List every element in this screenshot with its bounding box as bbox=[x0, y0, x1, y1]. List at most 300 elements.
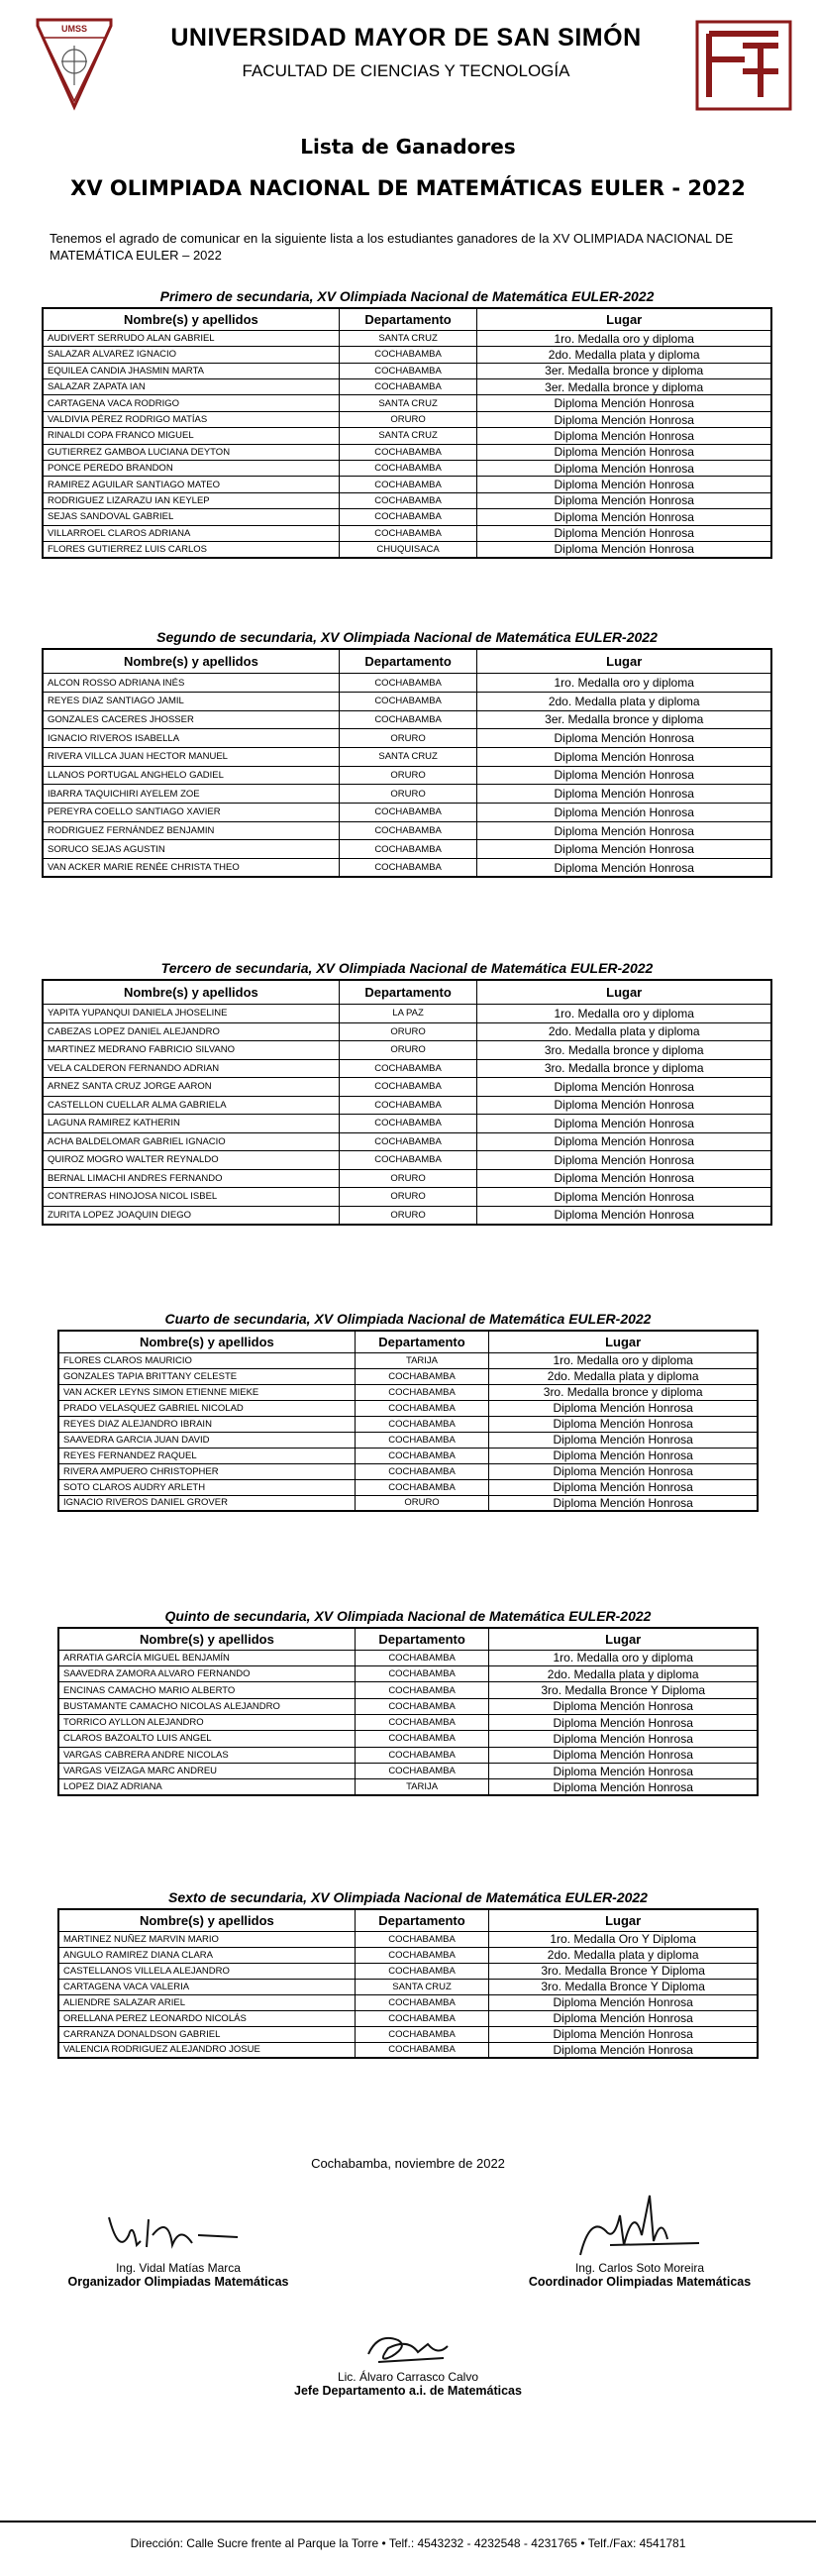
column-header-department: Departamento bbox=[355, 1628, 489, 1650]
place-cell: Diploma Mención Honrosa bbox=[489, 1463, 758, 1479]
column-header-name: Nombre(s) y apellidos bbox=[43, 649, 339, 674]
table-row bbox=[43, 1059, 771, 1078]
department-cell: ORURO bbox=[339, 1169, 477, 1188]
table-row bbox=[43, 1005, 771, 1023]
department-cell: ORURO bbox=[339, 411, 477, 427]
participant-name: YAPITA YUPANQUI DANIELA JHOSELINE bbox=[43, 1005, 339, 1023]
handwritten-signature bbox=[89, 2205, 267, 2261]
place-cell: Diploma Mención Honrosa bbox=[489, 1432, 758, 1448]
place-cell: Diploma Mención Honrosa bbox=[477, 859, 771, 878]
table-row bbox=[43, 674, 771, 693]
signatory-name: Ing. Carlos Soto Moreira bbox=[574, 2261, 705, 2275]
table-row bbox=[58, 1400, 758, 1416]
place-cell: 3ro. Medalla bronce y diploma bbox=[477, 1059, 771, 1078]
place-cell: Diploma Mención Honrosa bbox=[489, 2010, 758, 2026]
place-cell: Diploma Mención Honrosa bbox=[477, 525, 771, 541]
signature-block-organizer bbox=[30, 2205, 327, 2289]
place-cell: Diploma Mención Honrosa bbox=[477, 428, 771, 444]
place-cell: Diploma Mención Honrosa bbox=[489, 1495, 758, 1511]
signatory-name: Lic. Álvaro Carrasco Calvo bbox=[337, 2370, 479, 2384]
participant-name: GONZALES TAPIA BRITTANY CELESTE bbox=[58, 1368, 355, 1384]
department-cell: COCHABAMBA bbox=[339, 1132, 477, 1151]
department-cell: COCHABAMBA bbox=[355, 1731, 489, 1747]
table-row bbox=[43, 492, 771, 508]
signatory-role: Coordinador Olimpiadas Matemáticas bbox=[528, 2275, 752, 2289]
participant-name: MARTINEZ MEDRANO FABRICIO SILVANO bbox=[43, 1041, 339, 1060]
department-cell: SANTA CRUZ bbox=[339, 428, 477, 444]
table-row bbox=[43, 509, 771, 525]
department-cell: COCHABAMBA bbox=[355, 1479, 489, 1495]
place-cell: Diploma Mención Honrosa bbox=[477, 804, 771, 822]
department-cell: COCHABAMBA bbox=[355, 1650, 489, 1665]
winners-table bbox=[42, 307, 772, 559]
place-cell: 1ro. Medalla oro y diploma bbox=[477, 330, 771, 346]
results-section bbox=[42, 957, 772, 1226]
table-row bbox=[58, 1714, 758, 1730]
table-header-row bbox=[58, 1909, 758, 1931]
participant-name: RAMIREZ AGUILAR SANTIAGO MATEO bbox=[43, 477, 339, 492]
department-cell: COCHABAMBA bbox=[339, 492, 477, 508]
participant-name: PRADO VELASQUEZ GABRIEL NICOLAD bbox=[58, 1400, 355, 1416]
place-cell: Diploma Mención Honrosa bbox=[489, 1448, 758, 1463]
department-cell: COCHABAMBA bbox=[355, 1448, 489, 1463]
table-row bbox=[43, 379, 771, 395]
participant-name: RIVERA AMPUERO CHRISTOPHER bbox=[58, 1463, 355, 1479]
department-cell: COCHABAMBA bbox=[339, 477, 477, 492]
table-row bbox=[58, 1432, 758, 1448]
table-row bbox=[43, 444, 771, 460]
table-row bbox=[43, 1169, 771, 1188]
section-title: Cuarto de secundaria, XV Olimpiada Nacional de Matemática EULER-2022 bbox=[164, 1311, 652, 1327]
department-cell: COCHABAMBA bbox=[339, 804, 477, 822]
results-section bbox=[57, 1886, 759, 2059]
department-cell: SANTA CRUZ bbox=[339, 747, 477, 766]
participant-name: REYES DIAZ SANTIAGO JAMIL bbox=[43, 692, 339, 710]
winners-table bbox=[42, 979, 772, 1226]
column-header-name: Nombre(s) y apellidos bbox=[58, 1628, 355, 1650]
participant-name: ENCINAS CAMACHO MARIO ALBERTO bbox=[58, 1682, 355, 1698]
place-cell: Diploma Mención Honrosa bbox=[489, 1698, 758, 1714]
department-cell: ORURO bbox=[339, 766, 477, 785]
participant-name: VELA CALDERON FERNANDO ADRIAN bbox=[43, 1059, 339, 1078]
table-row bbox=[58, 1682, 758, 1698]
department-cell: COCHABAMBA bbox=[355, 1400, 489, 1416]
participant-name: FLORES GUTIERREZ LUIS CARLOS bbox=[43, 541, 339, 557]
department-cell: ORURO bbox=[355, 1495, 489, 1511]
column-header-place: Lugar bbox=[489, 1331, 758, 1352]
column-header-place: Lugar bbox=[477, 649, 771, 674]
place-cell: Diploma Mención Honrosa bbox=[477, 729, 771, 748]
department-cell: ORURO bbox=[339, 1206, 477, 1225]
participant-name: GUTIERREZ GAMBOA LUCIANA DEYTON bbox=[43, 444, 339, 460]
table-row bbox=[43, 541, 771, 557]
participant-name: AUDIVERT SERRUDO ALAN GABRIEL bbox=[43, 330, 339, 346]
results-section bbox=[57, 1308, 759, 1512]
department-cell: COCHABAMBA bbox=[339, 821, 477, 840]
table-row bbox=[43, 859, 771, 878]
place-cell: Diploma Mención Honrosa bbox=[477, 411, 771, 427]
place-cell: 3ro. Medalla Bronce Y Diploma bbox=[489, 1979, 758, 1994]
table-row bbox=[43, 710, 771, 729]
participant-name: ACHA BALDELOMAR GABRIEL IGNACIO bbox=[43, 1132, 339, 1151]
table-row bbox=[58, 1666, 758, 1682]
place-cell: 2do. Medalla plata y diploma bbox=[489, 1947, 758, 1963]
department-cell: SANTA CRUZ bbox=[339, 330, 477, 346]
table-row bbox=[58, 2026, 758, 2042]
event-title: XV OLIMPIADA NACIONAL DE MATEMÁTICAS EULER - 2022 bbox=[70, 176, 746, 200]
place-cell: Diploma Mención Honrosa bbox=[477, 766, 771, 785]
column-header-department: Departamento bbox=[339, 308, 477, 330]
place-cell: Diploma Mención Honrosa bbox=[477, 541, 771, 557]
table-row bbox=[58, 1463, 758, 1479]
participant-name: ALIENDRE SALAZAR ARIEL bbox=[58, 1994, 355, 2010]
participant-name: CARTAGENA VACA VALERIA bbox=[58, 1979, 355, 1994]
participant-name: BUSTAMANTE CAMACHO NICOLAS ALEJANDRO bbox=[58, 1698, 355, 1714]
place-cell: 1ro. Medalla oro y diploma bbox=[477, 1005, 771, 1023]
participant-name: PEREYRA COELLO SANTIAGO XAVIER bbox=[43, 804, 339, 822]
place-cell: 2do. Medalla plata y diploma bbox=[477, 347, 771, 363]
department-cell: COCHABAMBA bbox=[339, 859, 477, 878]
table-row bbox=[43, 1151, 771, 1170]
department-cell: ORURO bbox=[339, 1188, 477, 1207]
table-row bbox=[58, 1979, 758, 1994]
participant-name: RINALDI COPA FRANCO MIGUEL bbox=[43, 428, 339, 444]
department-cell: COCHABAMBA bbox=[339, 1059, 477, 1078]
logo-text: UMSS bbox=[60, 24, 88, 34]
participant-name: VILLARROEL CLAROS ADRIANA bbox=[43, 525, 339, 541]
participant-name: VAN ACKER MARIE RENÉE CHRISTA THEO bbox=[43, 859, 339, 878]
place-cell: 2do. Medalla plata y diploma bbox=[489, 1368, 758, 1384]
table-row bbox=[58, 1779, 758, 1795]
table-row bbox=[58, 1947, 758, 1963]
place-cell: 1ro. Medalla Oro Y Diploma bbox=[489, 1931, 758, 1947]
winners-table bbox=[57, 1908, 759, 2059]
table-row bbox=[43, 1206, 771, 1225]
department-cell: COCHABAMBA bbox=[355, 1682, 489, 1698]
table-row bbox=[43, 1078, 771, 1097]
participant-name: CABEZAS LOPEZ DANIEL ALEJANDRO bbox=[43, 1022, 339, 1041]
participant-name: CASTELLANOS VILLELA ALEJANDRO bbox=[58, 1963, 355, 1979]
table-row bbox=[43, 395, 771, 411]
table-row bbox=[58, 1698, 758, 1714]
place-cell: Diploma Mención Honrosa bbox=[477, 1078, 771, 1097]
department-cell: COCHABAMBA bbox=[355, 1416, 489, 1432]
department-cell: COCHABAMBA bbox=[355, 1368, 489, 1384]
department-cell: COCHABAMBA bbox=[355, 1931, 489, 1947]
column-header-department: Departamento bbox=[339, 649, 477, 674]
place-cell: 2do. Medalla plata y diploma bbox=[489, 1666, 758, 1682]
department-cell: COCHABAMBA bbox=[355, 2010, 489, 2026]
department-cell: COCHABAMBA bbox=[339, 1115, 477, 1133]
table-row bbox=[43, 821, 771, 840]
table-row bbox=[43, 477, 771, 492]
place-cell: Diploma Mención Honrosa bbox=[477, 1188, 771, 1207]
table-header-row bbox=[43, 308, 771, 330]
list-title: Lista de Ganadores bbox=[300, 135, 516, 159]
participant-name: SEJAS SANDOVAL GABRIEL bbox=[43, 509, 339, 525]
participant-name: CONTRERAS HINOJOSA NICOL ISBEL bbox=[43, 1188, 339, 1207]
column-header-name: Nombre(s) y apellidos bbox=[58, 1909, 355, 1931]
place-cell: Diploma Mención Honrosa bbox=[489, 2026, 758, 2042]
participant-name: CASTELLON CUELLAR ALMA GABRIELA bbox=[43, 1096, 339, 1115]
participant-name: RIVERA VILLCA JUAN HECTOR MANUEL bbox=[43, 747, 339, 766]
department-cell: SANTA CRUZ bbox=[339, 395, 477, 411]
place-cell: Diploma Mención Honrosa bbox=[489, 1400, 758, 1416]
participant-name: GONZALES CACERES JHOSSER bbox=[43, 710, 339, 729]
participant-name: RODRIGUEZ LIZARAZU IAN KEYLEP bbox=[43, 492, 339, 508]
department-cell: COCHABAMBA bbox=[339, 525, 477, 541]
participant-name: SOTO CLAROS AUDRY ARLETH bbox=[58, 1479, 355, 1495]
participant-name: LLANOS PORTUGAL ANGHELO GADIEL bbox=[43, 766, 339, 785]
participant-name: ANGULO RAMIREZ DIANA CLARA bbox=[58, 1947, 355, 1963]
closing-date: Cochabamba, noviembre de 2022 bbox=[311, 2156, 505, 2171]
letterhead bbox=[0, 0, 816, 119]
table-row bbox=[43, 330, 771, 346]
column-header-place: Lugar bbox=[489, 1628, 758, 1650]
participant-name: ZURITA LOPEZ JOAQUIN DIEGO bbox=[43, 1206, 339, 1225]
table-header-row bbox=[43, 649, 771, 674]
place-cell: Diploma Mención Honrosa bbox=[489, 1779, 758, 1795]
department-cell: COCHABAMBA bbox=[339, 1078, 477, 1097]
table-row bbox=[43, 804, 771, 822]
place-cell: Diploma Mención Honrosa bbox=[477, 1206, 771, 1225]
department-cell: ORURO bbox=[339, 729, 477, 748]
results-section bbox=[42, 626, 772, 878]
table-row bbox=[58, 1994, 758, 2010]
participant-name: RODRIGUEZ FERNÁNDEZ BENJAMIN bbox=[43, 821, 339, 840]
winners-table bbox=[42, 648, 772, 878]
participant-name: ARNEZ SANTA CRUZ JORGE AARON bbox=[43, 1078, 339, 1097]
column-header-department: Departamento bbox=[355, 1331, 489, 1352]
department-cell: COCHABAMBA bbox=[355, 1947, 489, 1963]
table-row bbox=[58, 1495, 758, 1511]
place-cell: Diploma Mención Honrosa bbox=[489, 1479, 758, 1495]
table-row bbox=[58, 1448, 758, 1463]
place-cell: Diploma Mención Honrosa bbox=[477, 747, 771, 766]
participant-name: CARRANZA DONALDSON GABRIEL bbox=[58, 2026, 355, 2042]
participant-name: ORELLANA PEREZ LEONARDO NICOLÁS bbox=[58, 2010, 355, 2026]
department-cell: COCHABAMBA bbox=[355, 2026, 489, 2042]
participant-name: REYES DIAZ ALEJANDRO IBRAIN bbox=[58, 1416, 355, 1432]
participant-name: SALAZAR ZAPATA IAN bbox=[43, 379, 339, 395]
participant-name: VARGAS VEIZAGA MARC ANDREU bbox=[58, 1763, 355, 1778]
place-cell: 2do. Medalla plata y diploma bbox=[477, 1022, 771, 1041]
participant-name: LAGUNA RAMIREZ KATHERIN bbox=[43, 1115, 339, 1133]
table-row bbox=[43, 692, 771, 710]
participant-name: VAN ACKER LEYNS SIMON ETIENNE MIEKE bbox=[58, 1384, 355, 1400]
column-header-place: Lugar bbox=[477, 308, 771, 330]
participant-name: VALENCIA RODRIGUEZ ALEJANDRO JOSUE bbox=[58, 2042, 355, 2058]
department-cell: COCHABAMBA bbox=[339, 1151, 477, 1170]
place-cell: Diploma Mención Honrosa bbox=[477, 509, 771, 525]
table-row bbox=[43, 1041, 771, 1060]
participant-name: IBARRA TAQUICHIRI AYELEM ZOE bbox=[43, 785, 339, 804]
participant-name: VARGAS CABRERA ANDRE NICOLAS bbox=[58, 1747, 355, 1763]
place-cell: Diploma Mención Honrosa bbox=[489, 1714, 758, 1730]
participant-name: CARTAGENA VACA RODRIGO bbox=[43, 395, 339, 411]
place-cell: 3ro. Medalla Bronce Y Diploma bbox=[489, 1682, 758, 1698]
winners-table bbox=[57, 1627, 759, 1796]
department-cell: COCHABAMBA bbox=[339, 692, 477, 710]
place-cell: Diploma Mención Honrosa bbox=[489, 1747, 758, 1763]
participant-name: SALAZAR ALVAREZ IGNACIO bbox=[43, 347, 339, 363]
footer-divider bbox=[0, 2521, 816, 2522]
section-title: Segundo de secundaria, XV Olimpiada Nacional de Matemática EULER-2022 bbox=[156, 629, 658, 645]
place-cell: 3ro. Medalla Bronce Y Diploma bbox=[489, 1963, 758, 1979]
department-cell: COCHABAMBA bbox=[339, 840, 477, 859]
column-header-department: Departamento bbox=[339, 980, 477, 1005]
department-cell: COCHABAMBA bbox=[339, 674, 477, 693]
department-cell: LA PAZ bbox=[339, 1005, 477, 1023]
place-cell: Diploma Mención Honrosa bbox=[477, 395, 771, 411]
place-cell: 2do. Medalla plata y diploma bbox=[477, 692, 771, 710]
table-row bbox=[58, 1931, 758, 1947]
department-cell: SANTA CRUZ bbox=[355, 1979, 489, 1994]
participant-name: SORUCO SEJAS AGUSTIN bbox=[43, 840, 339, 859]
participant-name: SAAVEDRA ZAMORA ALVARO FERNANDO bbox=[58, 1666, 355, 1682]
department-cell: COCHABAMBA bbox=[355, 1463, 489, 1479]
section-title: Primero de secundaria, XV Olimpiada Nacional de Matemática EULER-2022 bbox=[159, 288, 655, 304]
table-row bbox=[58, 1731, 758, 1747]
handwritten-signature bbox=[349, 2324, 467, 2370]
place-cell: 3ro. Medalla bronce y diploma bbox=[489, 1384, 758, 1400]
winners-table bbox=[57, 1330, 759, 1512]
table-row bbox=[43, 428, 771, 444]
table-row bbox=[58, 1384, 758, 1400]
table-row bbox=[43, 766, 771, 785]
table-row bbox=[43, 785, 771, 804]
signature-block-head bbox=[230, 2324, 586, 2398]
table-row bbox=[43, 363, 771, 378]
column-header-name: Nombre(s) y apellidos bbox=[58, 1331, 355, 1352]
department-cell: COCHABAMBA bbox=[355, 1747, 489, 1763]
participant-name: MARTINEZ NUÑEZ MARVIN MARIO bbox=[58, 1931, 355, 1947]
department-cell: ORURO bbox=[339, 785, 477, 804]
department-cell: COCHABAMBA bbox=[339, 363, 477, 378]
table-row bbox=[43, 1188, 771, 1207]
place-cell: Diploma Mención Honrosa bbox=[477, 1151, 771, 1170]
participant-name: ARRATIA GARCÍA MIGUEL BENJAMÍN bbox=[58, 1650, 355, 1665]
table-row bbox=[43, 1096, 771, 1115]
place-cell: Diploma Mención Honrosa bbox=[489, 1731, 758, 1747]
column-header-name: Nombre(s) y apellidos bbox=[43, 980, 339, 1005]
place-cell: Diploma Mención Honrosa bbox=[477, 461, 771, 477]
department-cell: COCHABAMBA bbox=[355, 1763, 489, 1778]
place-cell: 3er. Medalla bronce y diploma bbox=[477, 379, 771, 395]
table-row bbox=[43, 461, 771, 477]
place-cell: Diploma Mención Honrosa bbox=[477, 840, 771, 859]
participant-name: IGNACIO RIVEROS ISABELLA bbox=[43, 729, 339, 748]
participant-name: VALDIVIA PÉREZ RODRIGO MATÍAS bbox=[43, 411, 339, 427]
department-cell: COCHABAMBA bbox=[339, 379, 477, 395]
handwritten-signature bbox=[551, 2186, 729, 2261]
table-row bbox=[43, 729, 771, 748]
department-cell: COCHABAMBA bbox=[355, 1666, 489, 1682]
table-row bbox=[43, 1022, 771, 1041]
department-cell: COCHABAMBA bbox=[339, 710, 477, 729]
signatory-role: Jefe Departamento a.i. de Matemáticas bbox=[294, 2384, 522, 2398]
signatory-name: Ing. Vidal Matías Marca bbox=[116, 2261, 241, 2275]
department-cell: CHUQUISACA bbox=[339, 541, 477, 557]
department-cell: COCHABAMBA bbox=[355, 1714, 489, 1730]
department-cell: COCHABAMBA bbox=[355, 1384, 489, 1400]
department-cell: COCHABAMBA bbox=[339, 509, 477, 525]
participant-name: PONCE PEREDO BRANDON bbox=[43, 461, 339, 477]
signature-block-coordinator bbox=[481, 2186, 798, 2289]
place-cell: Diploma Mención Honrosa bbox=[477, 1169, 771, 1188]
intro-paragraph: Tenemos el agrado de comunicar en la siguiente lista a los estudiantes ganadores de la XV OLIMPIADA NACIONAL DE MATEMÁTICA EULER – 2022 bbox=[50, 231, 734, 263]
department-cell: ORURO bbox=[339, 1022, 477, 1041]
participant-name: IGNACIO RIVEROS DANIEL GROVER bbox=[58, 1495, 355, 1511]
section-title: Quinto de secundaria, XV Olimpiada Nacional de Matemática EULER-2022 bbox=[164, 1608, 652, 1624]
place-cell: Diploma Mención Honrosa bbox=[477, 477, 771, 492]
department-cell: TARIJA bbox=[355, 1779, 489, 1795]
umss-shield-logo bbox=[34, 16, 115, 111]
table-row bbox=[58, 1650, 758, 1665]
department-cell: TARIJA bbox=[355, 1352, 489, 1368]
place-cell: 1ro. Medalla oro y diploma bbox=[477, 674, 771, 693]
table-row bbox=[43, 347, 771, 363]
table-row bbox=[58, 2042, 758, 2058]
column-header-department: Departamento bbox=[355, 1909, 489, 1931]
place-cell: Diploma Mención Honrosa bbox=[489, 1416, 758, 1432]
faculty-name: FACULTAD DE CIENCIAS Y TECNOLOGÍA bbox=[242, 61, 570, 80]
department-cell: COCHABAMBA bbox=[355, 1698, 489, 1714]
place-cell: Diploma Mención Honrosa bbox=[477, 821, 771, 840]
place-cell: Diploma Mención Honrosa bbox=[489, 1994, 758, 2010]
participant-name: FLORES CLAROS MAURICIO bbox=[58, 1352, 355, 1368]
department-cell: COCHABAMBA bbox=[339, 347, 477, 363]
table-row bbox=[58, 1368, 758, 1384]
table-row bbox=[43, 747, 771, 766]
place-cell: Diploma Mención Honrosa bbox=[489, 1763, 758, 1778]
participant-name: REYES FERNANDEZ RAQUEL bbox=[58, 1448, 355, 1463]
results-section bbox=[57, 1605, 759, 1796]
table-row bbox=[58, 1763, 758, 1778]
table-row bbox=[58, 1352, 758, 1368]
university-name: UNIVERSIDAD MAYOR DE SAN SIMÓN bbox=[170, 24, 642, 52]
place-cell: Diploma Mención Honrosa bbox=[477, 785, 771, 804]
column-header-place: Lugar bbox=[489, 1909, 758, 1931]
table-row bbox=[58, 2010, 758, 2026]
table-row bbox=[43, 840, 771, 859]
participant-name: LOPEZ DIAZ ADRIANA bbox=[58, 1779, 355, 1795]
table-row bbox=[43, 1115, 771, 1133]
fcyt-logo bbox=[695, 20, 792, 111]
participant-name: QUIROZ MOGRO WALTER REYNALDO bbox=[43, 1151, 339, 1170]
department-cell: COCHABAMBA bbox=[339, 1096, 477, 1115]
place-cell: Diploma Mención Honrosa bbox=[477, 1115, 771, 1133]
participant-name: BERNAL LIMACHI ANDRES FERNANDO bbox=[43, 1169, 339, 1188]
place-cell: Diploma Mención Honrosa bbox=[477, 1096, 771, 1115]
department-cell: COCHABAMBA bbox=[339, 461, 477, 477]
table-row bbox=[43, 411, 771, 427]
place-cell: 3er. Medalla bronce y diploma bbox=[477, 363, 771, 378]
column-header-place: Lugar bbox=[477, 980, 771, 1005]
participant-name: TORRICO AYLLON ALEJANDRO bbox=[58, 1714, 355, 1730]
column-header-name: Nombre(s) y apellidos bbox=[43, 308, 339, 330]
table-row bbox=[43, 1132, 771, 1151]
footer-address: Dirección: Calle Sucre frente al Parque la Torre • Telf.: 4543232 - 4232548 - 4231765 • Telf./Fax: 4541781 bbox=[130, 2536, 686, 2550]
participant-name: CLAROS BAZOALTO LUIS ANGEL bbox=[58, 1731, 355, 1747]
table-row bbox=[58, 1416, 758, 1432]
participant-name: SAAVEDRA GARCIA JUAN DAVID bbox=[58, 1432, 355, 1448]
place-cell: Diploma Mención Honrosa bbox=[477, 1132, 771, 1151]
table-row bbox=[58, 1479, 758, 1495]
section-title: Sexto de secundaria, XV Olimpiada Nacional de Matemática EULER-2022 bbox=[168, 1889, 648, 1905]
table-row bbox=[43, 525, 771, 541]
results-section bbox=[42, 285, 772, 559]
